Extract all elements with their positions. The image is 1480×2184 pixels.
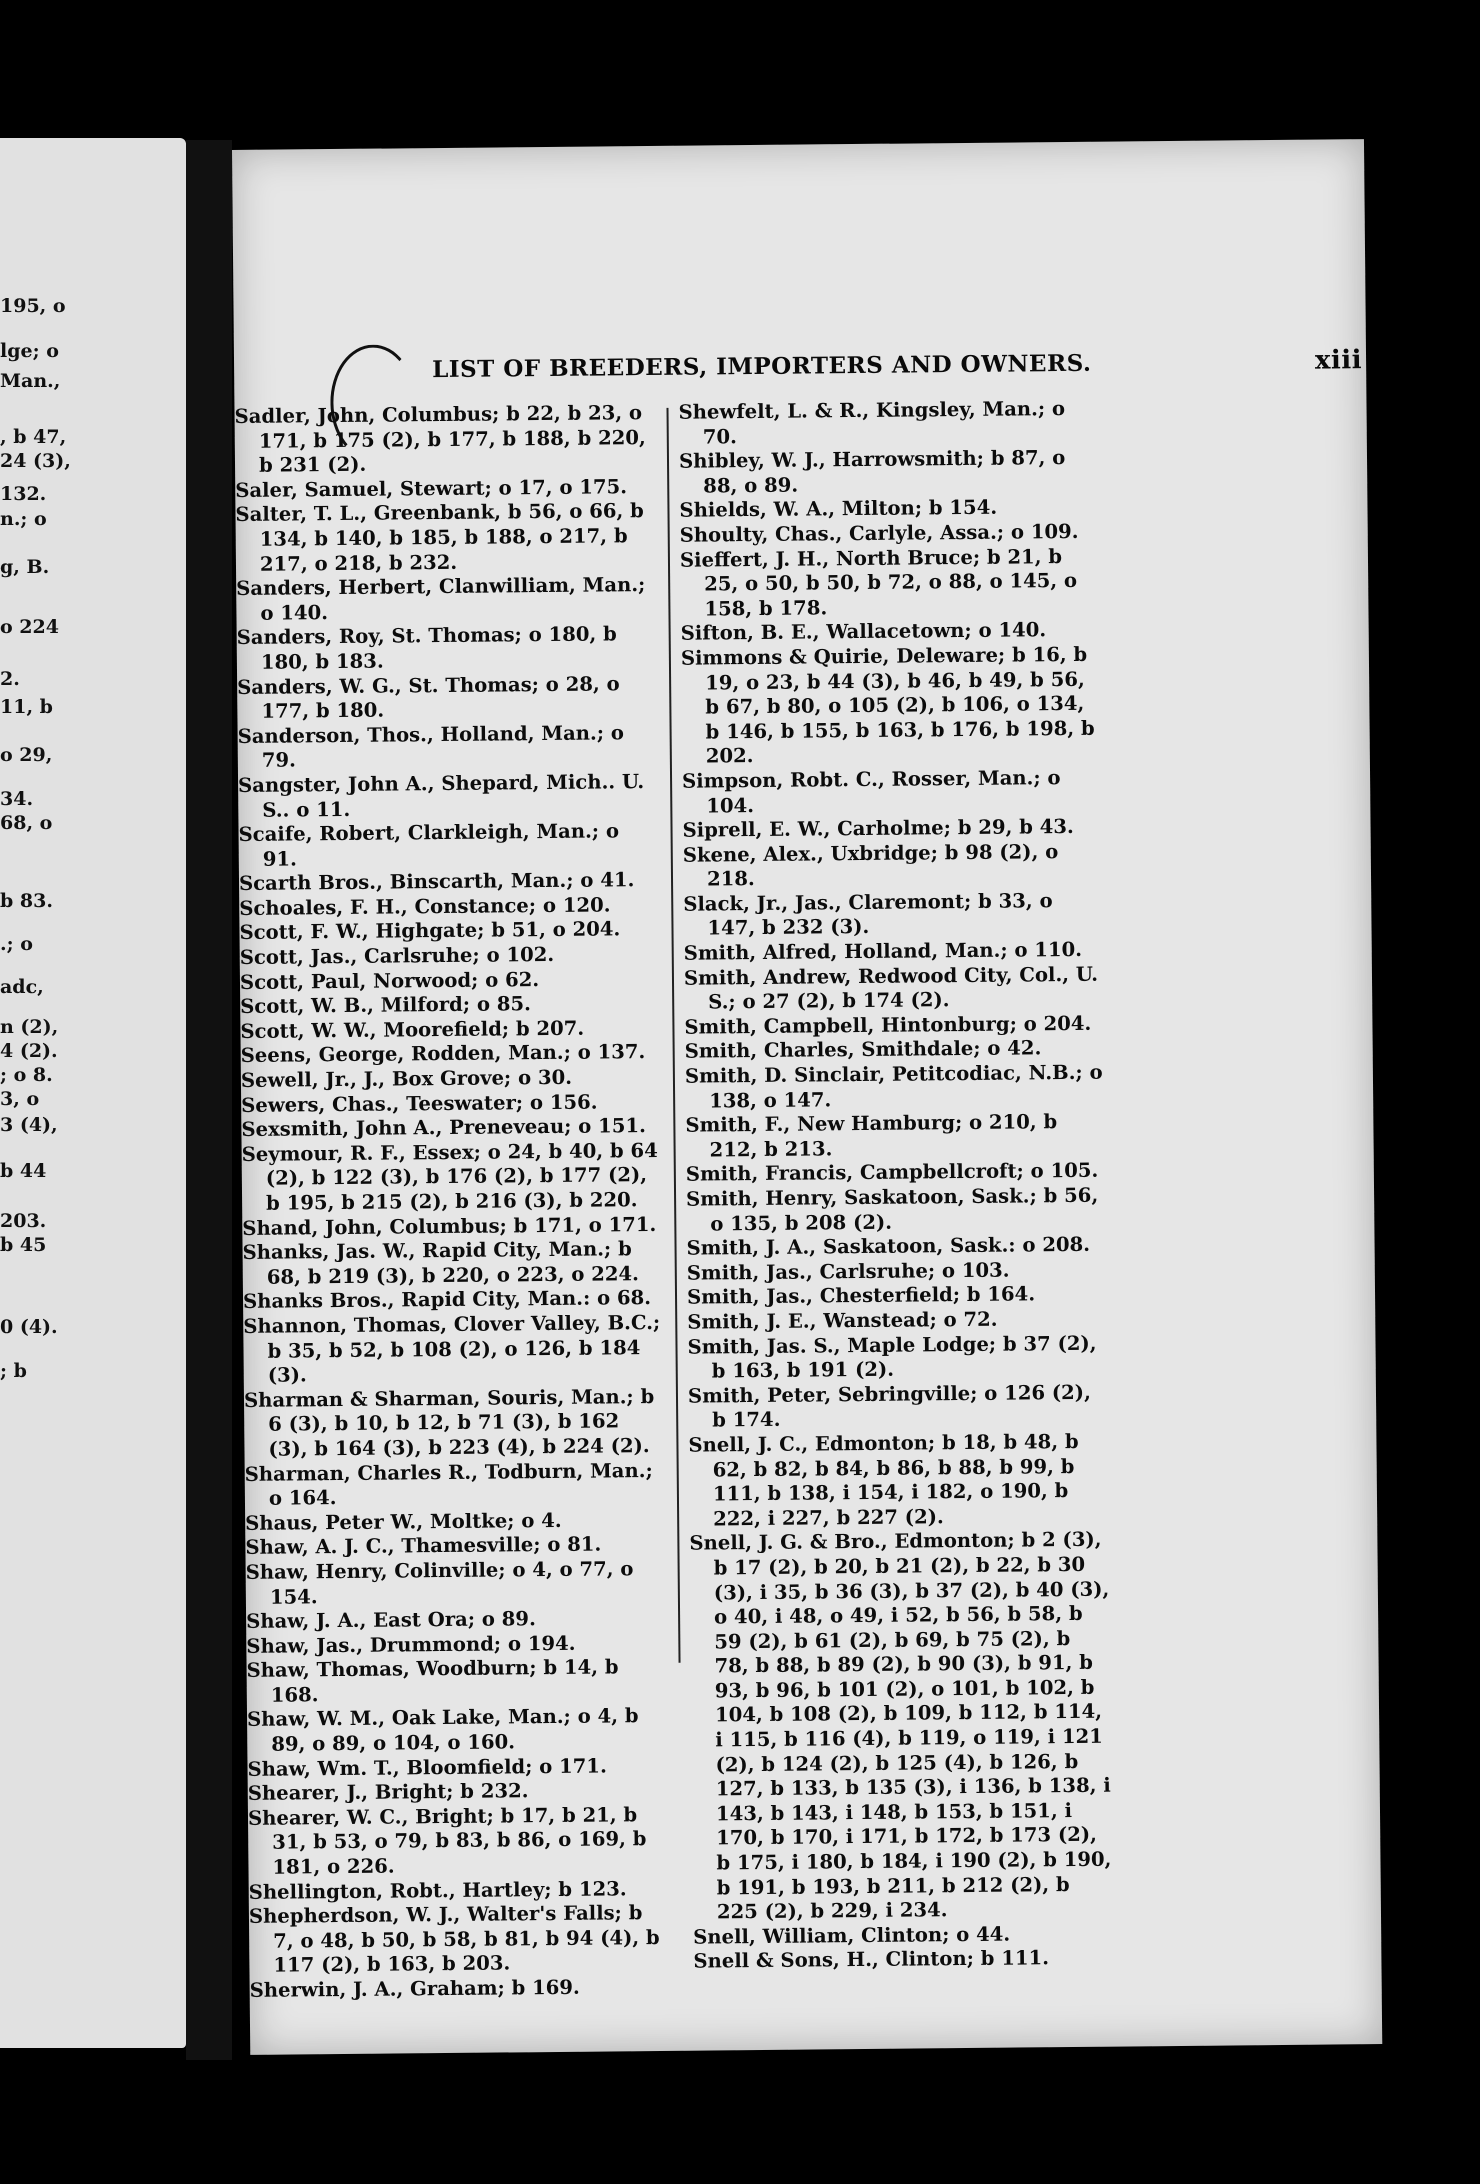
index-entry: Seens, George, Rodden, Man.; o 137. [240, 1040, 646, 1068]
left-page-fragment: 2. [0, 668, 20, 690]
left-page-fragment: g, B. [0, 556, 50, 578]
index-entry: Simmons & Quirie, Deleware; b 16, b 19, o 23, b 44 (3), b 46, b 49, b 56, b 67, b 80, o 105 (2), b 106, o 134, b 146, b 155, b 163, b 176, b 198, b 202. [680, 642, 1095, 768]
left-page-fragment: 3 (4), [0, 1114, 58, 1136]
index-entry: Smith, Henry, Saskatoon, Sask.; b 56, o 135, b 208 (2). [685, 1183, 1099, 1236]
left-page-fragment: b 44 [0, 1160, 47, 1182]
index-entry: Sharman, Charles R., Todburn, Man.; o 164. [244, 1458, 653, 1510]
index-entry: Snell, J. G. & Bro., Edmonton; b 2 (3), b 17 (2), b 20, b 21 (2), b 22, b 30 (3), i 35, b 36 (3), b 37 (2), b 40 (3), o 40, i 48, o 49, i 52, b 56, b 58, b 59 (2), b 61 (2), b 69, b 75 (2), b 78, b 88, b 89 (2), b 90 (3), b 91, b 93, b 96, b 101 (2), o 101, b 102, b 104, b 108 (2), b 109, b 112, b 114, i 115, b 116 (4), b 119, o 119, i 121 (2), b 124 (2), b 125 (4), b 126, b 127, b 133, b 135 (3), i 136, b 138, i 143, b 143, i 148, b 153, b 151, i 170, b 170, i 171, b 172, b 173 (2), b 175, i 180, b 184, i 190 (2), b 190, b 191, b 193, b 211, b 212 (2), b 225 (2), b 229, i 234. [689, 1528, 1112, 1924]
left-page-fragment: 68, o [0, 812, 53, 834]
index-entry: Shand, John, Columbus; b 171, o 171. [242, 1212, 657, 1240]
index-entry: Shoulty, Chas., Carlyle, Assa.; o 109. [679, 519, 1079, 547]
index-entry: Saler, Samuel, Stewart; o 17, o 175. [235, 475, 628, 502]
index-entry: Sanders, Roy, St. Thomas; o 180, b 180, b 183. [236, 622, 617, 674]
left-page-fragment: 0 (4). [0, 1316, 58, 1338]
index-entry: Shearer, J., Bright; b 232. [247, 1779, 529, 1806]
index-entry: Simpson, Robt. C., Rosser, Man.; o 104. [681, 765, 1061, 817]
index-entry: Sanders, W. G., St. Thomas; o 28, o 177, b 180. [237, 671, 620, 723]
left-page-fragment: ; b [0, 1360, 27, 1382]
index-entry: Shaw, Henry, Colinville; o 4, o 77, o 154. [245, 1557, 634, 1609]
index-entry: Shaw, W. M., Oak Lake, Man.; o 4, b 89, o 89, o 104, o 160. [246, 1704, 639, 1756]
index-entry: Sharman & Sharman, Souris, Man.; b 6 (3), b 10, b 12, b 71 (3), b 162 (3), b 164 (3), b 223 (4), b 224 (2). [243, 1384, 655, 1461]
index-entry: Smith, Jas., Chesterfield; b 164. [686, 1282, 1036, 1310]
index-entry: Scott, Paul, Norwood; o 62. [239, 967, 540, 994]
running-head-title: LIST OF BREEDERS, IMPORTERS AND OWNERS. [431, 349, 1092, 384]
index-entry: Salter, T. L., Greenbank, b 56, o 66, b 134, b 140, b 185, b 188, o 217, b 217, o 218, b 232. [235, 499, 644, 576]
left-page-fragment: 24 (3), [0, 450, 71, 472]
index-entry: Shaw, Wm. T., Bloomfield; o 171. [247, 1754, 607, 1781]
book-gutter [186, 140, 232, 2060]
index-entry: Smith, Francis, Campbellcroft; o 105. [685, 1159, 1099, 1187]
index-entry: Slack, Jr., Jas., Claremont; b 33, o 147, b 232 (3). [683, 889, 1053, 940]
index-entry: Sherwin, J. A., Graham; b 169. [249, 1975, 580, 2002]
index-entry: Shanks, Jas. W., Rapid City, Man.; b 68, b 219 (3), b 220, o 223, o 224. [242, 1237, 640, 1289]
index-entry: Snell, William, Clinton; o 44. [693, 1922, 1011, 1949]
left-page-fragment: 11, b [0, 696, 53, 718]
index-entry: Shibley, W. J., Harrowsmith; b 87, o 88, o 89. [678, 446, 1066, 498]
left-page-fragment: 3, o [0, 1088, 40, 1110]
index-entry: Scott, W. B., Milford; o 85. [240, 992, 531, 1019]
index-entry: Smith, Jas., Carlsruhe; o 103. [686, 1258, 1010, 1285]
index-entry: Siprell, E. W., Carholme; b 29, b 43. [682, 815, 1074, 842]
column-divider [666, 408, 680, 1663]
main-page [232, 139, 1382, 2055]
index-entry: Smith, Charles, Smithdale; o 42. [684, 1036, 1042, 1064]
index-entry: Shields, W. A., Milton; b 154. [679, 496, 998, 523]
index-entry: Sewell, Jr., J., Box Grove; o 30. [240, 1065, 573, 1092]
index-entry: Sieffert, J. H., North Bruce; b 21, b 25, o 50, b 50, b 72, o 88, o 145, o 158, b 178. [679, 544, 1078, 621]
index-entry: Scott, W. W., Moorefield; b 207. [240, 1016, 585, 1043]
index-entry: Smith, D. Sinclair, Petitcodiac, N.B.; o 138, o 147. [684, 1060, 1103, 1113]
index-entry: Sangster, John A., Shepard, Mich.. U. S.. o 11. [237, 769, 645, 822]
index-entry: Smith, Jas. S., Maple Lodge; b 37 (2), b 163, b 191 (2). [687, 1331, 1097, 1383]
index-entry: Sexsmith, John A., Preneveau; o 151. [241, 1114, 646, 1142]
running-head [431, 345, 1363, 384]
left-page-fragment: n (2), [0, 1016, 59, 1038]
left-page-fragment: o 29, [0, 744, 53, 766]
index-entry: Smith, Alfred, Holland, Man.; o 110. [683, 937, 1083, 965]
index-entry: Shaw, J. A., East Ora; o 89. [246, 1607, 536, 1634]
left-page-fragment: n.; o [0, 508, 47, 530]
index-entry: Sanders, Herbert, Clanwilliam, Man.; o 140. [236, 573, 646, 625]
index-entry: Shellington, Robt., Hartley; b 123. [248, 1876, 627, 1904]
index-entry: Sadler, John, Columbus; b 22, b 23, o 171, b 175 (2), b 177, b 188, b 220, b 231 (2). [234, 401, 646, 477]
index-entry: Snell, J. C., Edmonton; b 18, b 48, b 62, b 82, b 84, b 86, b 88, b 99, b 111, b 138, i 154, i 182, o 190, b 222, i 227, b 227 (2). [688, 1429, 1079, 1531]
index-entry: Smith, Peter, Sebringville; o 126 (2), b 174. [687, 1380, 1091, 1432]
index-entry: Shaw, A. J. C., Thamesville; o 81. [245, 1532, 602, 1560]
left-page-fragment: .; o [0, 933, 33, 955]
index-entry: Smith, J. E., Wanstead; o 72. [687, 1307, 998, 1334]
index-entry: Smith, F., New Hamburg; o 210, b 212, b 213. [685, 1110, 1058, 1162]
left-page-fragment: o 224 [0, 616, 59, 638]
index-entry: Sanderson, Thos., Holland, Man.; o 79. [237, 720, 625, 773]
index-entry: Schoales, F. H., Constance; o 120. [239, 893, 611, 920]
index-entry: Sewers, Chas., Teeswater; o 156. [241, 1090, 598, 1117]
left-page-fragment: adc, [0, 976, 44, 998]
index-entry: Scaife, Robert, Clarkleigh, Man.; o 91. [238, 819, 620, 871]
index-entry: Seymour, R. F., Essex; o 24, b 40, b 64 (2), b 122 (3), b 176 (2), b 177 (2), b 195, b 215 (2), b 216 (3), b 220. [241, 1138, 658, 1215]
left-page-fragment: 132. [0, 483, 47, 505]
index-entry: Shepherdson, W. J., Walter's Falls; b 7, o 48, b 50, b 58, b 81, b 94 (4), b 117 (2), b 163, b 203. [248, 1901, 660, 1978]
left-page-fragment: 34. [0, 788, 34, 810]
index-entry: Smith, Campbell, Hintonburg; o 204. [684, 1011, 1092, 1039]
left-page-fragment: Man., [0, 370, 61, 392]
left-page-fragment: ; o 8. [0, 1064, 53, 1086]
left-page-edge [0, 138, 186, 2048]
index-entry: Snell & Sons, H., Clinton; b 111. [693, 1946, 1050, 1974]
left-page-fragment: b 45 [0, 1234, 47, 1256]
index-entry: Scott, F. W., Highgate; b 51, o 204. [239, 917, 621, 945]
index-entry: Shewfelt, L. & R., Kingsley, Man.; o 70. [678, 397, 1066, 449]
index-entry: Shearer, W. C., Bright; b 17, b 21, b 31, b 53, o 79, b 83, b 86, o 169, b 181, o 226. [247, 1803, 647, 1879]
index-entry: Smith, Andrew, Redwood City, Col., U. S.; o 27 (2), b 174 (2). [683, 962, 1099, 1014]
index-entry: Scott, Jas., Carlsruhe; o 102. [239, 943, 555, 970]
index-entry: Shanks Bros., Rapid City, Man.: o 68. [242, 1286, 652, 1314]
index-entry: Shaus, Peter W., Moltke; o 4. [245, 1508, 562, 1535]
index-entry: Shaw, Thomas, Woodburn; b 14, b 168. [246, 1655, 619, 1707]
index-entry: Skene, Alex., Uxbridge; b 98 (2), o 218. [682, 839, 1059, 891]
index-entry: Sifton, B. E., Wallacetown; o 140. [680, 618, 1047, 646]
index-entry: Smith, J. A., Saskatoon, Sask.: o 208. [686, 1233, 1091, 1260]
index-entry: Shaw, Jas., Drummond; o 194. [246, 1631, 576, 1658]
page-number: xiii [1314, 345, 1363, 376]
left-page-fragment: 203. [0, 1210, 47, 1232]
left-page-fragment: , b 47, [0, 426, 67, 448]
index-entry: Shannon, Thomas, Clover Valley, B.C.; b 35, b 52, b 108 (2), o 126, b 184 (3). [243, 1310, 661, 1387]
left-page-fragment: 4 (2). [0, 1040, 58, 1062]
left-column [234, 401, 669, 2004]
left-page-fragment: lge; o [0, 340, 59, 362]
left-page-fragment: b 83. [0, 890, 53, 912]
right-column [678, 397, 1113, 1975]
left-page-fragment: 195, o [0, 295, 66, 317]
index-entry: Scarth Bros., Binscarth, Man.; o 41. [238, 868, 635, 896]
